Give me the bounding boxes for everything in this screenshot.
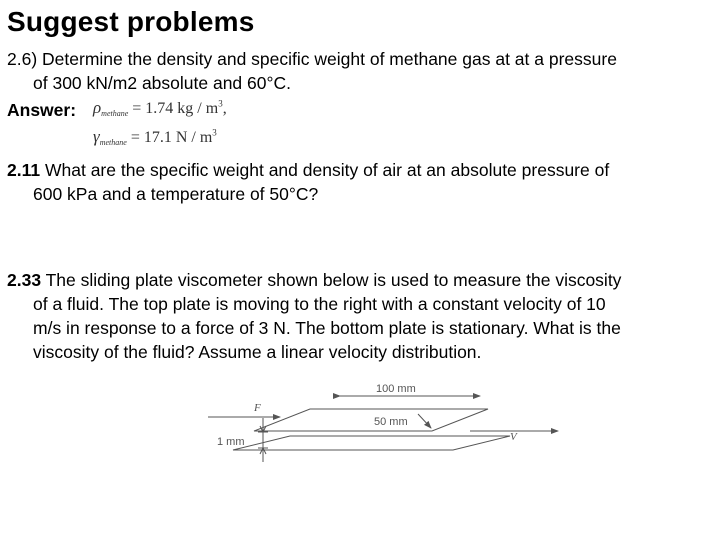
subscript: methane (101, 109, 129, 118)
top-plate (254, 409, 488, 431)
problem-text-line: m/s in response to a force of 3 N. The bottom plate is stationary. What is the (33, 318, 621, 338)
gap-label: 1 mm (217, 436, 245, 448)
problem-number: 2.6) (7, 49, 38, 69)
force-label: F (254, 402, 261, 414)
exponent: 3 (212, 127, 217, 138)
problem-text-line: Determine the density and specific weight of methane gas at at a pressure (42, 49, 617, 69)
problem-text-line: The sliding plate viscometer shown below is used to measure the viscosity (45, 270, 622, 290)
problem-number: 2.11 (7, 160, 41, 180)
problem-2-11 (7, 158, 717, 206)
problem-text-line: viscosity of the fluid? Assume a linear velocity distribution. (33, 342, 482, 362)
length-label: 100 mm (376, 383, 416, 395)
problem-text-line: What are the specific weight and density of air at an absolute pressure of (44, 160, 610, 180)
equation-rhs: = 17.1 N / m (130, 129, 213, 146)
rho-symbol: ρ (93, 98, 102, 117)
width-label: 50 mm (374, 416, 408, 428)
viscometer-diagram (200, 376, 570, 476)
velocity-label: V (510, 431, 517, 443)
problem-text-line: 600 kPa and a temperature of 50°C? (33, 184, 319, 204)
exponent: 3 (218, 98, 223, 109)
problem-2-6 (7, 47, 717, 95)
problem-text-line: of a fluid. The top plate is moving to the right with a constant velocity of 10 (33, 294, 606, 314)
subscript: methane (99, 138, 127, 147)
answer-density-equation (93, 98, 227, 118)
equation-rhs: = 1.74 kg / m (132, 100, 219, 117)
problem-text-line: of 300 kN/m2 absolute and 60°C. (33, 73, 291, 93)
answer-specific-weight-equation (93, 127, 217, 147)
bottom-plate (233, 436, 510, 450)
gamma-symbol: γ (93, 127, 100, 146)
page-title: Suggest problems (7, 6, 255, 37)
answer-label: Answer: (7, 100, 77, 120)
equation-tail: , (222, 100, 227, 117)
problem-2-33 (7, 268, 719, 364)
problem-number: 2.33 (7, 270, 42, 290)
